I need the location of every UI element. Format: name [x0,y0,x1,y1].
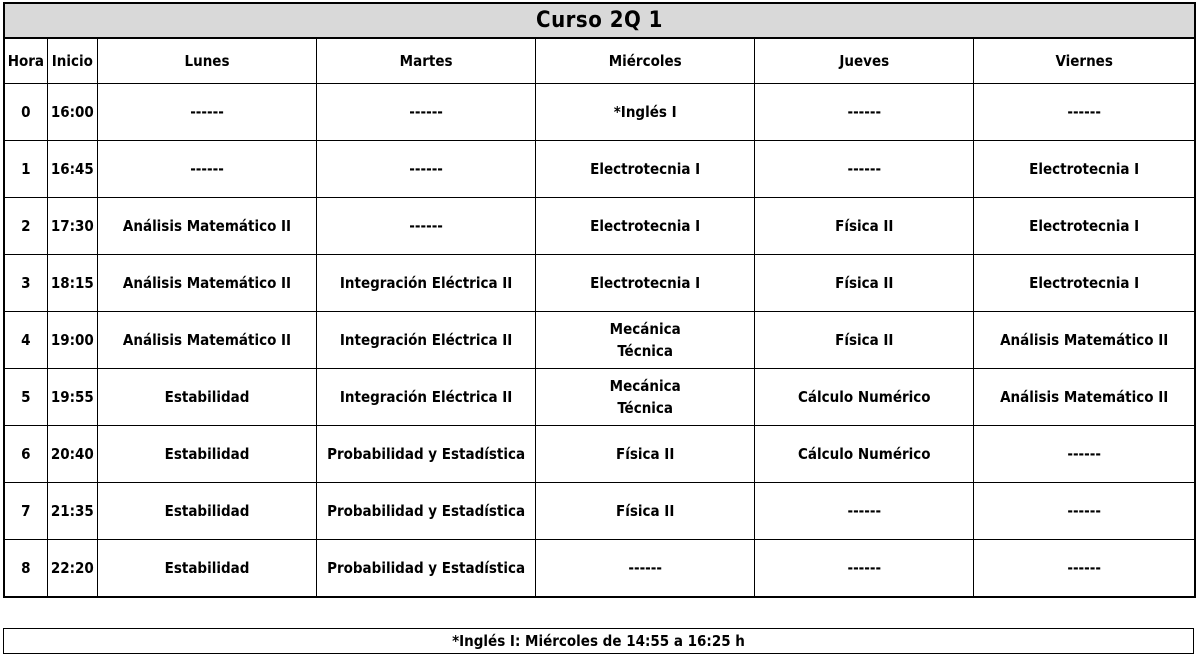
cell-miercoles [536,540,755,598]
subject-label: ------ [1067,559,1101,577]
cell-miercoles [536,483,755,540]
cell-inicio: 22:20 [47,540,97,598]
cell-hora: 6 [4,426,47,483]
cell-miercoles [536,255,755,312]
footnote: *Inglés I: Miércoles de 14:55 a 16:25 h [3,628,1194,654]
cell-miercoles [536,369,755,426]
cell-lunes [97,84,316,141]
cell-viernes [974,255,1195,312]
cell-lunes [97,369,316,426]
subject-label: Física II [616,502,675,520]
cell-jueves [755,141,974,198]
cell-hora: 1 [4,141,47,198]
cell-miercoles [536,84,755,141]
table-row [4,198,1195,255]
cell-viernes [974,84,1195,141]
subject-label: Análisis Matemático II [1000,388,1169,406]
cell-martes [317,540,536,598]
subject-label: Probabilidad y Estadística [327,559,526,577]
cell-jueves [755,312,974,369]
subject-label: ------ [409,217,443,235]
header-viernes: Viernes [974,38,1195,84]
subject-label: Electrotecnia I [1029,160,1140,178]
cell-viernes [974,369,1195,426]
cell-martes [317,141,536,198]
subject-label: Estabilidad [164,445,250,463]
cell-jueves [755,540,974,598]
title-row [4,3,1195,38]
cell-hora: 2 [4,198,47,255]
subject-label: Mecánica Técnica [609,377,681,417]
subject-label: Análisis Matemático II [122,217,292,235]
cell-lunes [97,426,316,483]
cell-lunes [97,483,316,540]
subject-label: Cálculo Numérico [798,388,931,406]
subject-label: Integración Eléctrica II [339,274,513,292]
subject-label: Electrotecnia I [1029,274,1140,292]
cell-viernes [974,198,1195,255]
cell-jueves [755,255,974,312]
cell-viernes [974,540,1195,598]
subject-label: Física II [616,445,675,463]
cell-hora: 4 [4,312,47,369]
cell-martes [317,84,536,141]
subject-label: Estabilidad [164,388,250,406]
cell-martes [317,255,536,312]
header-miercoles: Miércoles [536,38,755,84]
cell-jueves [755,369,974,426]
subject-label: Integración Eléctrica II [339,388,513,406]
subject-label: ------ [1067,445,1101,463]
cell-viernes [974,426,1195,483]
cell-miercoles [536,141,755,198]
table-row [4,255,1195,312]
table-row [4,426,1195,483]
subject-label: ------ [190,160,224,178]
subject-label: ------ [409,160,443,178]
table-row [4,369,1195,426]
cell-hora: 0 [4,84,47,141]
table-row [4,312,1195,369]
page-title: Curso 2Q 1 [4,3,1195,38]
table-row [4,141,1195,198]
cell-lunes [97,312,316,369]
cell-jueves [755,198,974,255]
subject-label: Electrotecnia I [590,217,701,235]
cell-martes [317,369,536,426]
subject-label: ------ [847,502,882,520]
subject-label: ------ [847,103,882,121]
header-hora: Hora [4,38,47,84]
subject-label: Electrotecnia I [1029,217,1140,235]
subject-label: Análisis Matemático II [122,331,292,349]
cell-hora: 7 [4,483,47,540]
table-row [4,84,1195,141]
subject-label: ------ [1067,103,1101,121]
subject-label: Probabilidad y Estadística [327,502,526,520]
cell-martes [317,312,536,369]
cell-lunes [97,198,316,255]
cell-viernes [974,141,1195,198]
header-inicio: Inicio [47,38,97,84]
cell-inicio: 19:55 [47,369,97,426]
cell-inicio: 16:00 [47,84,97,141]
cell-inicio: 20:40 [47,426,97,483]
subject-label: Análisis Matemático II [1000,331,1169,349]
table-row [4,483,1195,540]
subject-label: Física II [835,217,894,235]
subject-label: Física II [835,274,894,292]
cell-inicio: 16:45 [47,141,97,198]
cell-miercoles [536,312,755,369]
subject-label: Integración Eléctrica II [339,331,513,349]
subject-label: ------ [847,160,882,178]
header-jueves: Jueves [755,38,974,84]
cell-martes [317,426,536,483]
cell-jueves [755,483,974,540]
subject-label: Análisis Matemático II [122,274,292,292]
subject-label: *Inglés I [613,103,677,121]
cell-inicio: 19:00 [47,312,97,369]
subject-label: ------ [409,103,443,121]
header-lunes: Lunes [97,38,316,84]
cell-hora: 5 [4,369,47,426]
table-row [4,540,1195,598]
cell-jueves [755,426,974,483]
cell-martes [317,483,536,540]
cell-lunes [97,141,316,198]
cell-lunes [97,540,316,598]
cell-hora: 8 [4,540,47,598]
header-row [4,38,1195,84]
cell-lunes [97,255,316,312]
subject-label: Física II [835,331,894,349]
cell-jueves [755,84,974,141]
subject-label: Estabilidad [164,502,250,520]
cell-viernes [974,483,1195,540]
subject-label: ------ [628,559,662,577]
cell-viernes [974,312,1195,369]
subject-label: ------ [190,103,224,121]
header-martes: Martes [317,38,536,84]
subject-label: Estabilidad [164,559,250,577]
cell-inicio: 21:35 [47,483,97,540]
schedule-body [4,84,1195,598]
subject-label: Cálculo Numérico [798,445,931,463]
cell-miercoles [536,198,755,255]
subject-label: Probabilidad y Estadística [327,445,526,463]
subject-label: Electrotecnia I [590,160,701,178]
cell-inicio: 18:15 [47,255,97,312]
subject-label: Electrotecnia I [590,274,701,292]
cell-hora: 3 [4,255,47,312]
subject-label: ------ [847,559,882,577]
cell-miercoles [536,426,755,483]
subject-label: ------ [1067,502,1101,520]
subject-label: Mecánica Técnica [609,320,681,360]
cell-inicio: 17:30 [47,198,97,255]
schedule-table [3,2,1196,598]
cell-martes [317,198,536,255]
